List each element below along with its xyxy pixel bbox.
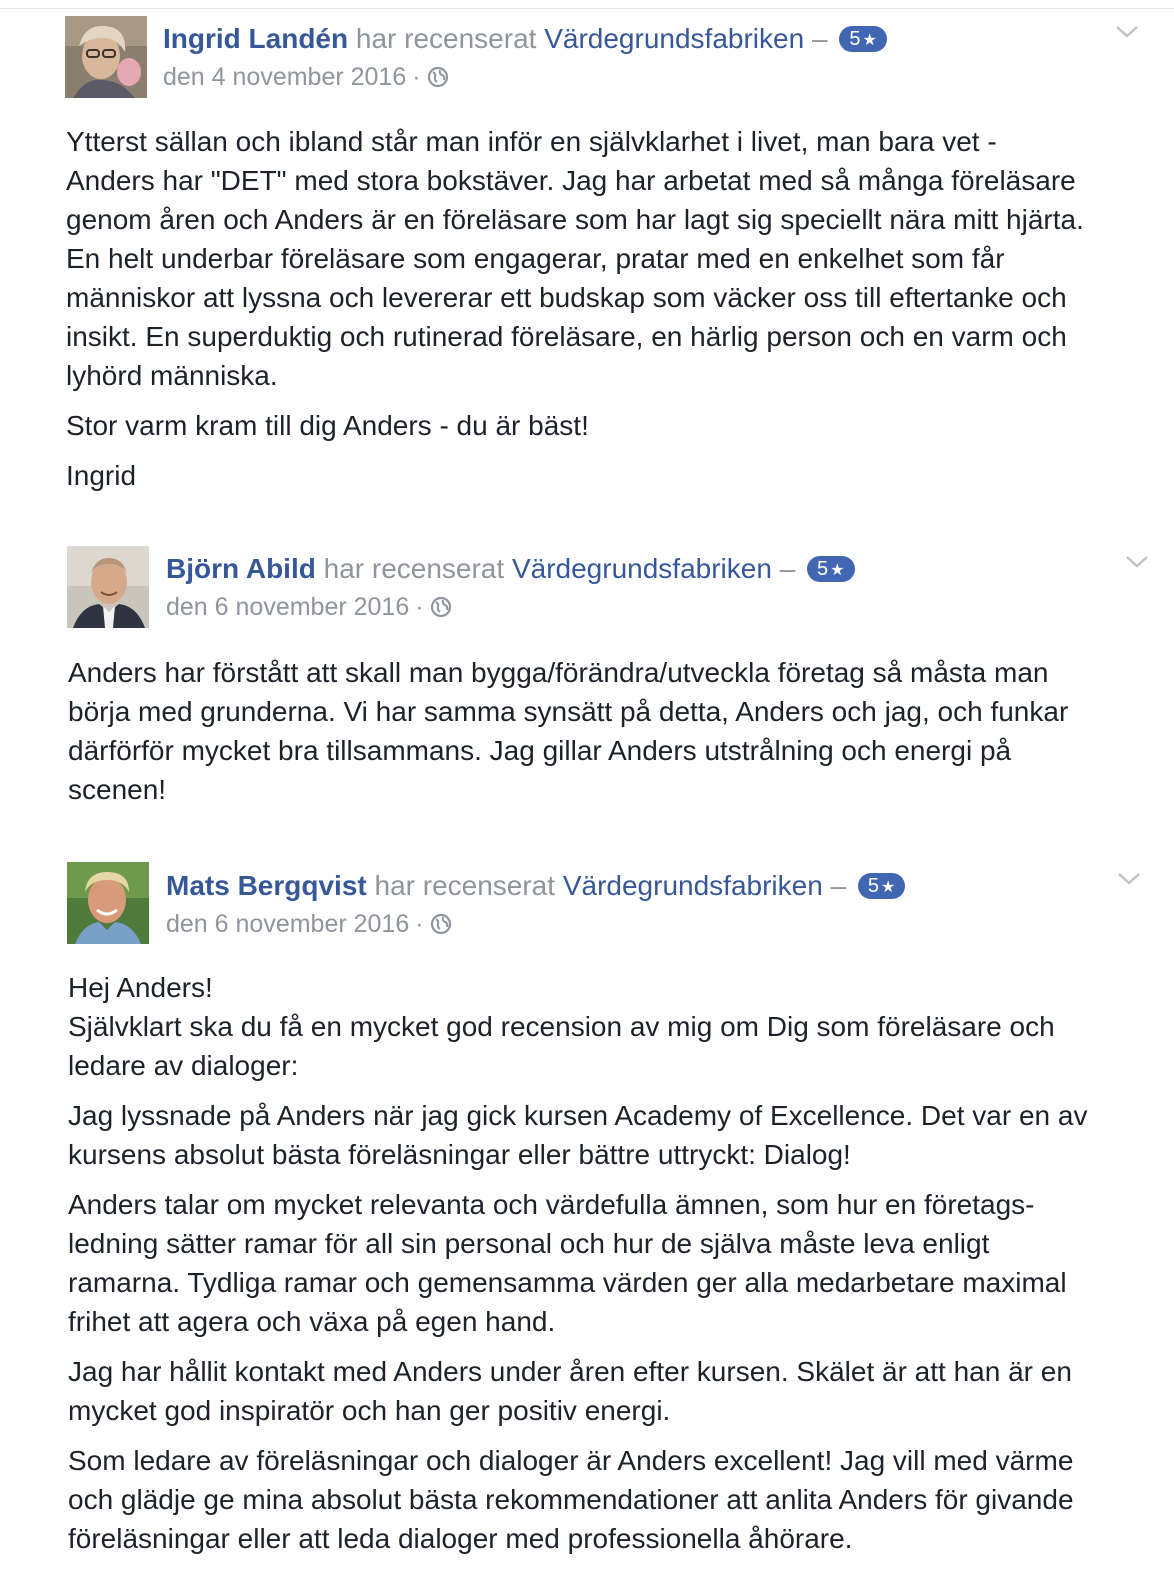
rating-badge: [839, 26, 886, 52]
star-icon: ★: [830, 562, 845, 579]
dash: –: [830, 870, 847, 901]
review-paragraph: [68, 1185, 1087, 1341]
review-date[interactable]: den 4 november 2016: [163, 63, 407, 91]
text-line: genom åren och Anders är en föreläsare som har lagt sig speciellt nära mitt hjärta.: [66, 204, 1084, 235]
review-paragraph: [68, 653, 1068, 809]
review-paragraph: [66, 456, 1084, 495]
text-line: Ytterst sällan och ibland står man inför en självklarhet i livet, man bara vet -: [66, 126, 997, 157]
author-name[interactable]: Mats Bergqvist: [166, 870, 367, 901]
action-text: har recenserat: [355, 23, 537, 54]
globe-icon[interactable]: [427, 65, 449, 87]
page-link[interactable]: Värdegrundsfabriken: [562, 870, 823, 901]
avatar[interactable]: [67, 546, 149, 628]
separator: ·: [412, 63, 421, 91]
review-paragraph: [68, 1352, 1087, 1430]
text-line: scenen!: [68, 774, 167, 805]
review-text: [68, 968, 1087, 1569]
page-link[interactable]: Värdegrundsfabriken: [544, 23, 805, 54]
text-line: därförför mycket bra tillsammans. Jag gillar Anders utstrålning och energi på: [68, 735, 1012, 766]
author-name[interactable]: Björn Abild: [166, 553, 316, 584]
review-paragraph: [68, 968, 1087, 1085]
review-text: [68, 653, 1068, 820]
action-text: har recenserat: [374, 870, 556, 901]
text-line: Självklart ska du få en mycket god recension av mig om Dig som föreläsare och: [68, 1011, 1055, 1042]
author-name[interactable]: Ingrid Landén: [163, 23, 349, 54]
text-line: Stor varm kram till dig Anders - du är bäst!: [66, 410, 589, 441]
review-paragraph: [68, 1096, 1087, 1174]
review-header: [166, 869, 905, 903]
dash: –: [779, 553, 796, 584]
text-line: frihet att agera och växa på egen hand.: [68, 1306, 556, 1337]
text-line: mycket god inspiratör och han ger positiv energi.: [68, 1395, 671, 1426]
rating-value: 5: [817, 558, 829, 580]
text-line: Anders har förstått att skall man bygga/förändra/utveckla företag så måsta man: [68, 657, 1049, 688]
text-line: föreläsningar eller att leda dialoger med professionella åhörare.: [68, 1523, 853, 1554]
chevron-down-icon[interactable]: [1117, 871, 1141, 887]
globe-icon[interactable]: [430, 595, 452, 617]
avatar[interactable]: [65, 16, 147, 98]
text-line: Anders har "DET" med stora bokstäver. Jag har arbetat med så många föreläsare: [66, 165, 1076, 196]
review-header: [166, 552, 855, 586]
review-text: [66, 122, 1084, 506]
star-icon: ★: [881, 879, 896, 896]
chevron-down-icon[interactable]: [1125, 554, 1149, 570]
text-line: ledning sätter ramar för all sin personal och hur de själva måste leva enligt: [68, 1228, 990, 1259]
chevron-down-icon[interactable]: [1115, 24, 1139, 40]
review-meta: [166, 592, 452, 622]
globe-icon[interactable]: [430, 912, 452, 934]
action-text: har recenserat: [323, 553, 505, 584]
review-date[interactable]: den 6 november 2016: [166, 593, 410, 621]
review-paragraph: [66, 122, 1084, 395]
rating-value: 5: [849, 28, 861, 50]
text-line: kursens absolut bästa föreläsningar eller bättre uttryckt: Dialog!: [68, 1139, 851, 1170]
text-line: och glädje ge mina absolut bästa rekommendationer att anlita Anders för givande: [68, 1484, 1074, 1515]
text-line: ramarna. Tydliga ramar och gemensamma värden ger alla medarbetare maximal: [68, 1267, 1067, 1298]
rating-badge: [807, 556, 854, 582]
review-paragraph: [66, 406, 1084, 445]
page-link[interactable]: Värdegrundsfabriken: [511, 553, 772, 584]
text-line: börja med grunderna. Vi har samma synsätt på detta, Anders och jag, och funkar: [68, 696, 1069, 727]
text-line: lyhörd människa.: [66, 360, 278, 391]
separator: ·: [415, 910, 424, 938]
star-icon: ★: [862, 32, 877, 49]
dash: –: [811, 23, 828, 54]
text-line: ledare av dialoger:: [68, 1050, 299, 1081]
text-line: Anders talar om mycket relevanta och värdefulla ämnen, som hur en företags-: [68, 1189, 1035, 1220]
rating-value: 5: [867, 875, 880, 897]
text-line: Ingrid: [66, 460, 137, 491]
review-meta: [163, 62, 449, 92]
text-line: människor att lyssna och levererar ett budskap som väcker oss till eftertanke och: [66, 282, 1067, 313]
avatar[interactable]: [67, 862, 149, 944]
text-line: Jag har hållit kontakt med Anders under åren efter kursen. Skälet är att han är en: [68, 1356, 1072, 1387]
review-date[interactable]: den 6 november 2016: [166, 910, 410, 938]
review-header: [163, 22, 887, 56]
text-line: Jag lyssnade på Anders när jag gick kursen Academy of Excellence. Det var en av: [68, 1100, 1088, 1131]
text-line: insikt. En superduktig och rutinerad föreläsare, en härlig person och en varm och: [66, 321, 1067, 352]
text-line: En helt underbar föreläsare som engagerar, pratar med en enkelhet som får: [66, 243, 1005, 274]
text-line: Hej Anders!: [68, 972, 213, 1003]
text-line: Som ledare av föreläsningar och dialoger är Anders excellent! Jag vill med värme: [68, 1445, 1074, 1476]
top-border: [0, 8, 1174, 9]
rating-badge: [858, 873, 905, 899]
review-meta: [166, 909, 452, 939]
review-paragraph: [68, 1441, 1087, 1558]
separator: ·: [415, 593, 424, 621]
